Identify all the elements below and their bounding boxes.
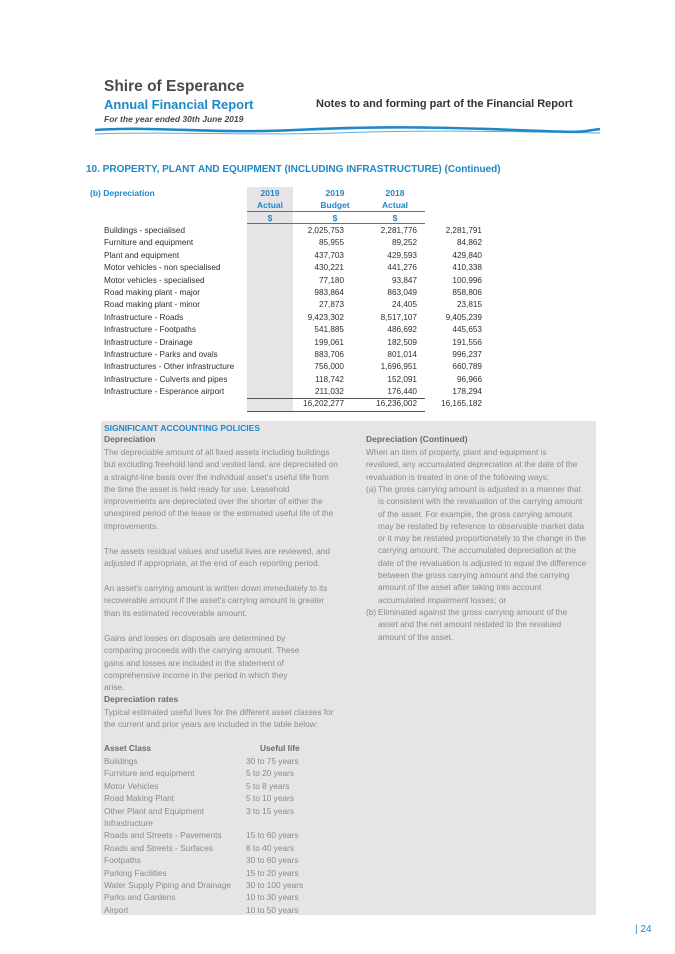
- asset-class-row: [104, 792, 324, 804]
- useful-life: 15 to 60 years: [246, 830, 299, 841]
- col2-unit: $: [332, 213, 338, 223]
- row-value: 9,405,239: [445, 312, 482, 322]
- asset-class-row: [104, 767, 324, 779]
- useful-life: 30 to 100 years: [246, 880, 304, 890]
- useful-life-col-header: Useful life: [260, 743, 300, 753]
- notes-title: Notes to and forming part of the Financial Report: [316, 98, 573, 110]
- revaluation-item-a: The gross carrying amount is adjusted in a manner that is consistent with the revaluation of the carrying amount of the asset. For example, the gross carrying amount may be restated by reference to observable market data or it may be restated proportionately to the change in the carrying amount. The accumulated depreciation at the date of the revaluation is adjusted to equal the difference between the gross carrying amount and the carrying amount of the asset after taking into account accumulated impairment losses; or: [378, 484, 587, 605]
- total-rule-bottom: [247, 411, 425, 412]
- organisation-name: Shire of Esperance: [104, 78, 245, 95]
- col3-label: Actual: [382, 200, 408, 210]
- table-row: [104, 337, 482, 349]
- total-actual-2018: 16,165,182: [441, 399, 482, 408]
- row-label: Infrastructure - Esperance airport: [104, 387, 225, 397]
- row-value: 541,885: [314, 325, 344, 335]
- depreciation-rates-heading: Depreciation rates: [104, 694, 179, 704]
- col2-label: Budget: [320, 200, 350, 210]
- asset-class-col-header: Asset Class: [104, 743, 152, 753]
- row-value: 2,281,791: [445, 226, 482, 235]
- row-value: 441,276: [387, 263, 417, 273]
- row-value: 96,966: [456, 374, 482, 384]
- asset-class: Footpaths: [104, 855, 141, 866]
- col2-year: 2019: [325, 188, 345, 198]
- row-value: 85,955: [318, 238, 344, 248]
- table-row: [104, 386, 482, 398]
- row-value: 178,294: [452, 387, 482, 397]
- row-label: Motor vehicles - specialised: [104, 275, 205, 285]
- row-label: Furniture and equipment: [104, 238, 194, 248]
- policy-paragraph-1: The depreciable amount of all fixed assets including buildings but excluding freehold land and vested land, are depreciated on a straight-line basis over the individual asset's useful life from the time the asset is held ready for use. Leasehold improvements are depreciated over the shorter of either the unexpired period of the lease or the estimated useful life of the improvements.: [104, 447, 338, 531]
- item-a-marker: (a): [366, 484, 377, 494]
- row-value: 430,221: [314, 263, 344, 273]
- row-label: Motor vehicles - non specialised: [104, 263, 221, 273]
- policy-paragraph-2: The assets residual values and useful lives are reviewed, and adjusted if appropriate, at the end of each reporting period.: [104, 546, 330, 569]
- depreciation-heading: Depreciation: [104, 434, 156, 444]
- depreciation-continued-heading: Depreciation (Continued): [366, 434, 468, 444]
- table-row: [104, 299, 482, 311]
- useful-life: 5 to 10 years: [246, 793, 294, 804]
- asset-class: Airport: [104, 904, 129, 915]
- row-value: 23,815: [456, 300, 482, 310]
- row-value: 24,405: [391, 300, 417, 310]
- useful-life: 3 to 15 years: [246, 805, 294, 816]
- asset-class-row: [104, 867, 324, 879]
- row-value: 2,281,776: [380, 226, 417, 235]
- table-row: [104, 324, 482, 336]
- row-value: 445,653: [452, 325, 482, 335]
- policies-title: SIGNIFICANT ACCOUNTING POLICIES: [104, 423, 260, 433]
- asset-class: Furniture and equipment: [104, 768, 195, 779]
- row-value: 84,862: [456, 238, 482, 248]
- row-value: 27,873: [318, 300, 344, 310]
- asset-class-row: [104, 780, 324, 792]
- row-value: 410,338: [452, 263, 482, 273]
- col3-year: 2018: [385, 188, 405, 198]
- row-value: 486,692: [387, 325, 417, 335]
- total-budget-2019: 16,236,002: [376, 399, 417, 408]
- table-row: [104, 250, 482, 262]
- row-value: 863,049: [387, 288, 417, 297]
- row-value: 118,742: [315, 374, 344, 384]
- col1-year: 2019: [260, 188, 280, 198]
- row-label: Buildings - specialised: [104, 226, 186, 235]
- row-label: Infrastructure - Footpaths: [104, 325, 196, 335]
- asset-class-row: [104, 904, 324, 916]
- revaluation-intro: When an item of property, plant and equipment is revalued, any accumulated depreciation at the date of the revaluation is treated in one of the following ways:: [366, 447, 578, 482]
- row-value: 176,440: [387, 387, 417, 397]
- total-row: [104, 398, 482, 410]
- row-label: Infrastructure - Parks and ovals: [104, 350, 218, 359]
- asset-class-row: [104, 805, 324, 817]
- row-label: Road making plant - major: [104, 288, 201, 297]
- table-row: [104, 225, 482, 237]
- section-title: 10. PROPERTY, PLANT AND EQUIPMENT (INCLUDING INFRASTRUCTURE) (Continued): [86, 164, 501, 175]
- row-value: 1,696,951: [380, 362, 417, 372]
- row-value: 8,517,107: [380, 312, 417, 322]
- useful-life: 8 to 40 years: [246, 842, 294, 853]
- row-value: 182,509: [387, 337, 417, 347]
- asset-class: Parks and Gardens: [104, 892, 176, 903]
- row-label: Infrastructure - Roads: [104, 312, 184, 322]
- total-actual-2019: 16,202,277: [303, 399, 344, 408]
- table-row: [104, 361, 482, 373]
- row-label: Infrastructure - Culverts and pipes: [104, 374, 228, 384]
- asset-class: Motor Vehicles: [104, 780, 159, 791]
- revaluation-item-b: Eliminated against the gross carrying amount of the asset and the net amount restated to the revalued amount of the asset.: [378, 607, 568, 642]
- row-label: Infrastructure - Drainage: [104, 337, 193, 347]
- row-value: 191,556: [452, 337, 482, 347]
- row-value: 93,847: [391, 275, 417, 285]
- depreciation-rates-intro: Typical estimated useful lives for the different asset classes for the current and prior years are included in the table below:: [104, 707, 334, 730]
- asset-class-row: [104, 879, 324, 891]
- row-label: Road making plant - minor: [104, 300, 201, 310]
- asset-class-header: [104, 742, 324, 754]
- useful-life: 5 to 8 years: [246, 780, 290, 791]
- row-value: 756,000: [314, 362, 344, 372]
- asset-class: Roads and Streets - Pavements: [104, 830, 222, 841]
- header-rule: [247, 211, 425, 212]
- row-value: 801,014: [387, 350, 417, 359]
- table-row: [104, 349, 482, 361]
- useful-life: 30 to 75 years: [246, 756, 299, 766]
- asset-class-row: [104, 842, 324, 854]
- col1-label: Actual: [257, 200, 283, 210]
- table-row: [104, 312, 482, 324]
- asset-class-row: [104, 755, 324, 767]
- useful-life: 30 to 60 years: [246, 855, 299, 866]
- table-row: [104, 275, 482, 287]
- row-value: 89,252: [391, 238, 417, 248]
- row-value: 429,840: [452, 250, 482, 260]
- asset-class: Parking Facilities: [104, 867, 167, 878]
- row-value: 152,091: [387, 374, 417, 384]
- row-value: 983,864: [314, 288, 344, 297]
- asset-class: Other Plant and Equipment: [104, 805, 205, 816]
- row-label: Plant and equipment: [104, 250, 180, 260]
- col1-unit: $: [267, 213, 273, 223]
- header-rule-bottom: [247, 223, 425, 224]
- useful-life: 15 to 20 years: [246, 867, 299, 878]
- table-row: [104, 262, 482, 274]
- row-value: 100,996: [452, 275, 482, 285]
- row-value: 199,061: [314, 337, 344, 347]
- row-value: 883,706: [314, 350, 344, 359]
- col3-unit: $: [392, 213, 398, 223]
- page-number: | 24: [635, 924, 652, 935]
- asset-class: Buildings: [104, 756, 138, 766]
- policy-paragraph-3: An asset's carrying amount is written down immediately to its recoverable amount if the asset's carrying amount is greater than its estimated recoverable amount.: [104, 583, 328, 618]
- row-value: 858,806: [452, 288, 482, 297]
- asset-class: Road Making Plant: [104, 793, 175, 804]
- section-subtitle: (b) Depreciation: [90, 188, 155, 198]
- useful-life: 10 to 50 years: [246, 904, 299, 915]
- useful-life: 5 to 20 years: [246, 768, 294, 779]
- asset-class-row: [104, 854, 324, 866]
- asset-class-row: [104, 817, 324, 829]
- report-period: For the year ended 30th June 2019: [104, 114, 244, 124]
- asset-class: Water Supply Piping and Drainage: [104, 880, 231, 890]
- asset-class-row: [104, 829, 324, 841]
- row-label: Infrastructures - Other infrastructure: [104, 362, 235, 372]
- table-row: [104, 237, 482, 249]
- row-value: 660,789: [452, 362, 482, 372]
- report-title: Annual Financial Report: [104, 97, 254, 112]
- table-row: [104, 287, 482, 299]
- row-value: 211,032: [315, 387, 344, 397]
- asset-class: Infrastructure: [104, 818, 153, 828]
- asset-class-row: [104, 891, 324, 903]
- row-value: 996,237: [452, 350, 482, 359]
- useful-life: 10 to 30 years: [246, 892, 299, 903]
- row-value: 2,025,753: [307, 226, 344, 235]
- asset-class: Roads and Streets - Surfaces: [104, 842, 213, 853]
- row-value: 437,703: [314, 250, 344, 260]
- row-value: 77,180: [318, 275, 344, 285]
- header-wave-divider: [95, 124, 600, 138]
- policy-paragraph-4: Gains and losses on disposals are determined by comparing proceeds with the carrying amount. These gains and losses are included in the statement of comprehensive income in the period in which they arise.: [104, 633, 300, 693]
- item-b-marker: (b): [366, 607, 377, 617]
- row-value: 9,423,302: [307, 312, 344, 322]
- table-row: [104, 374, 482, 386]
- row-value: 429,593: [387, 250, 417, 260]
